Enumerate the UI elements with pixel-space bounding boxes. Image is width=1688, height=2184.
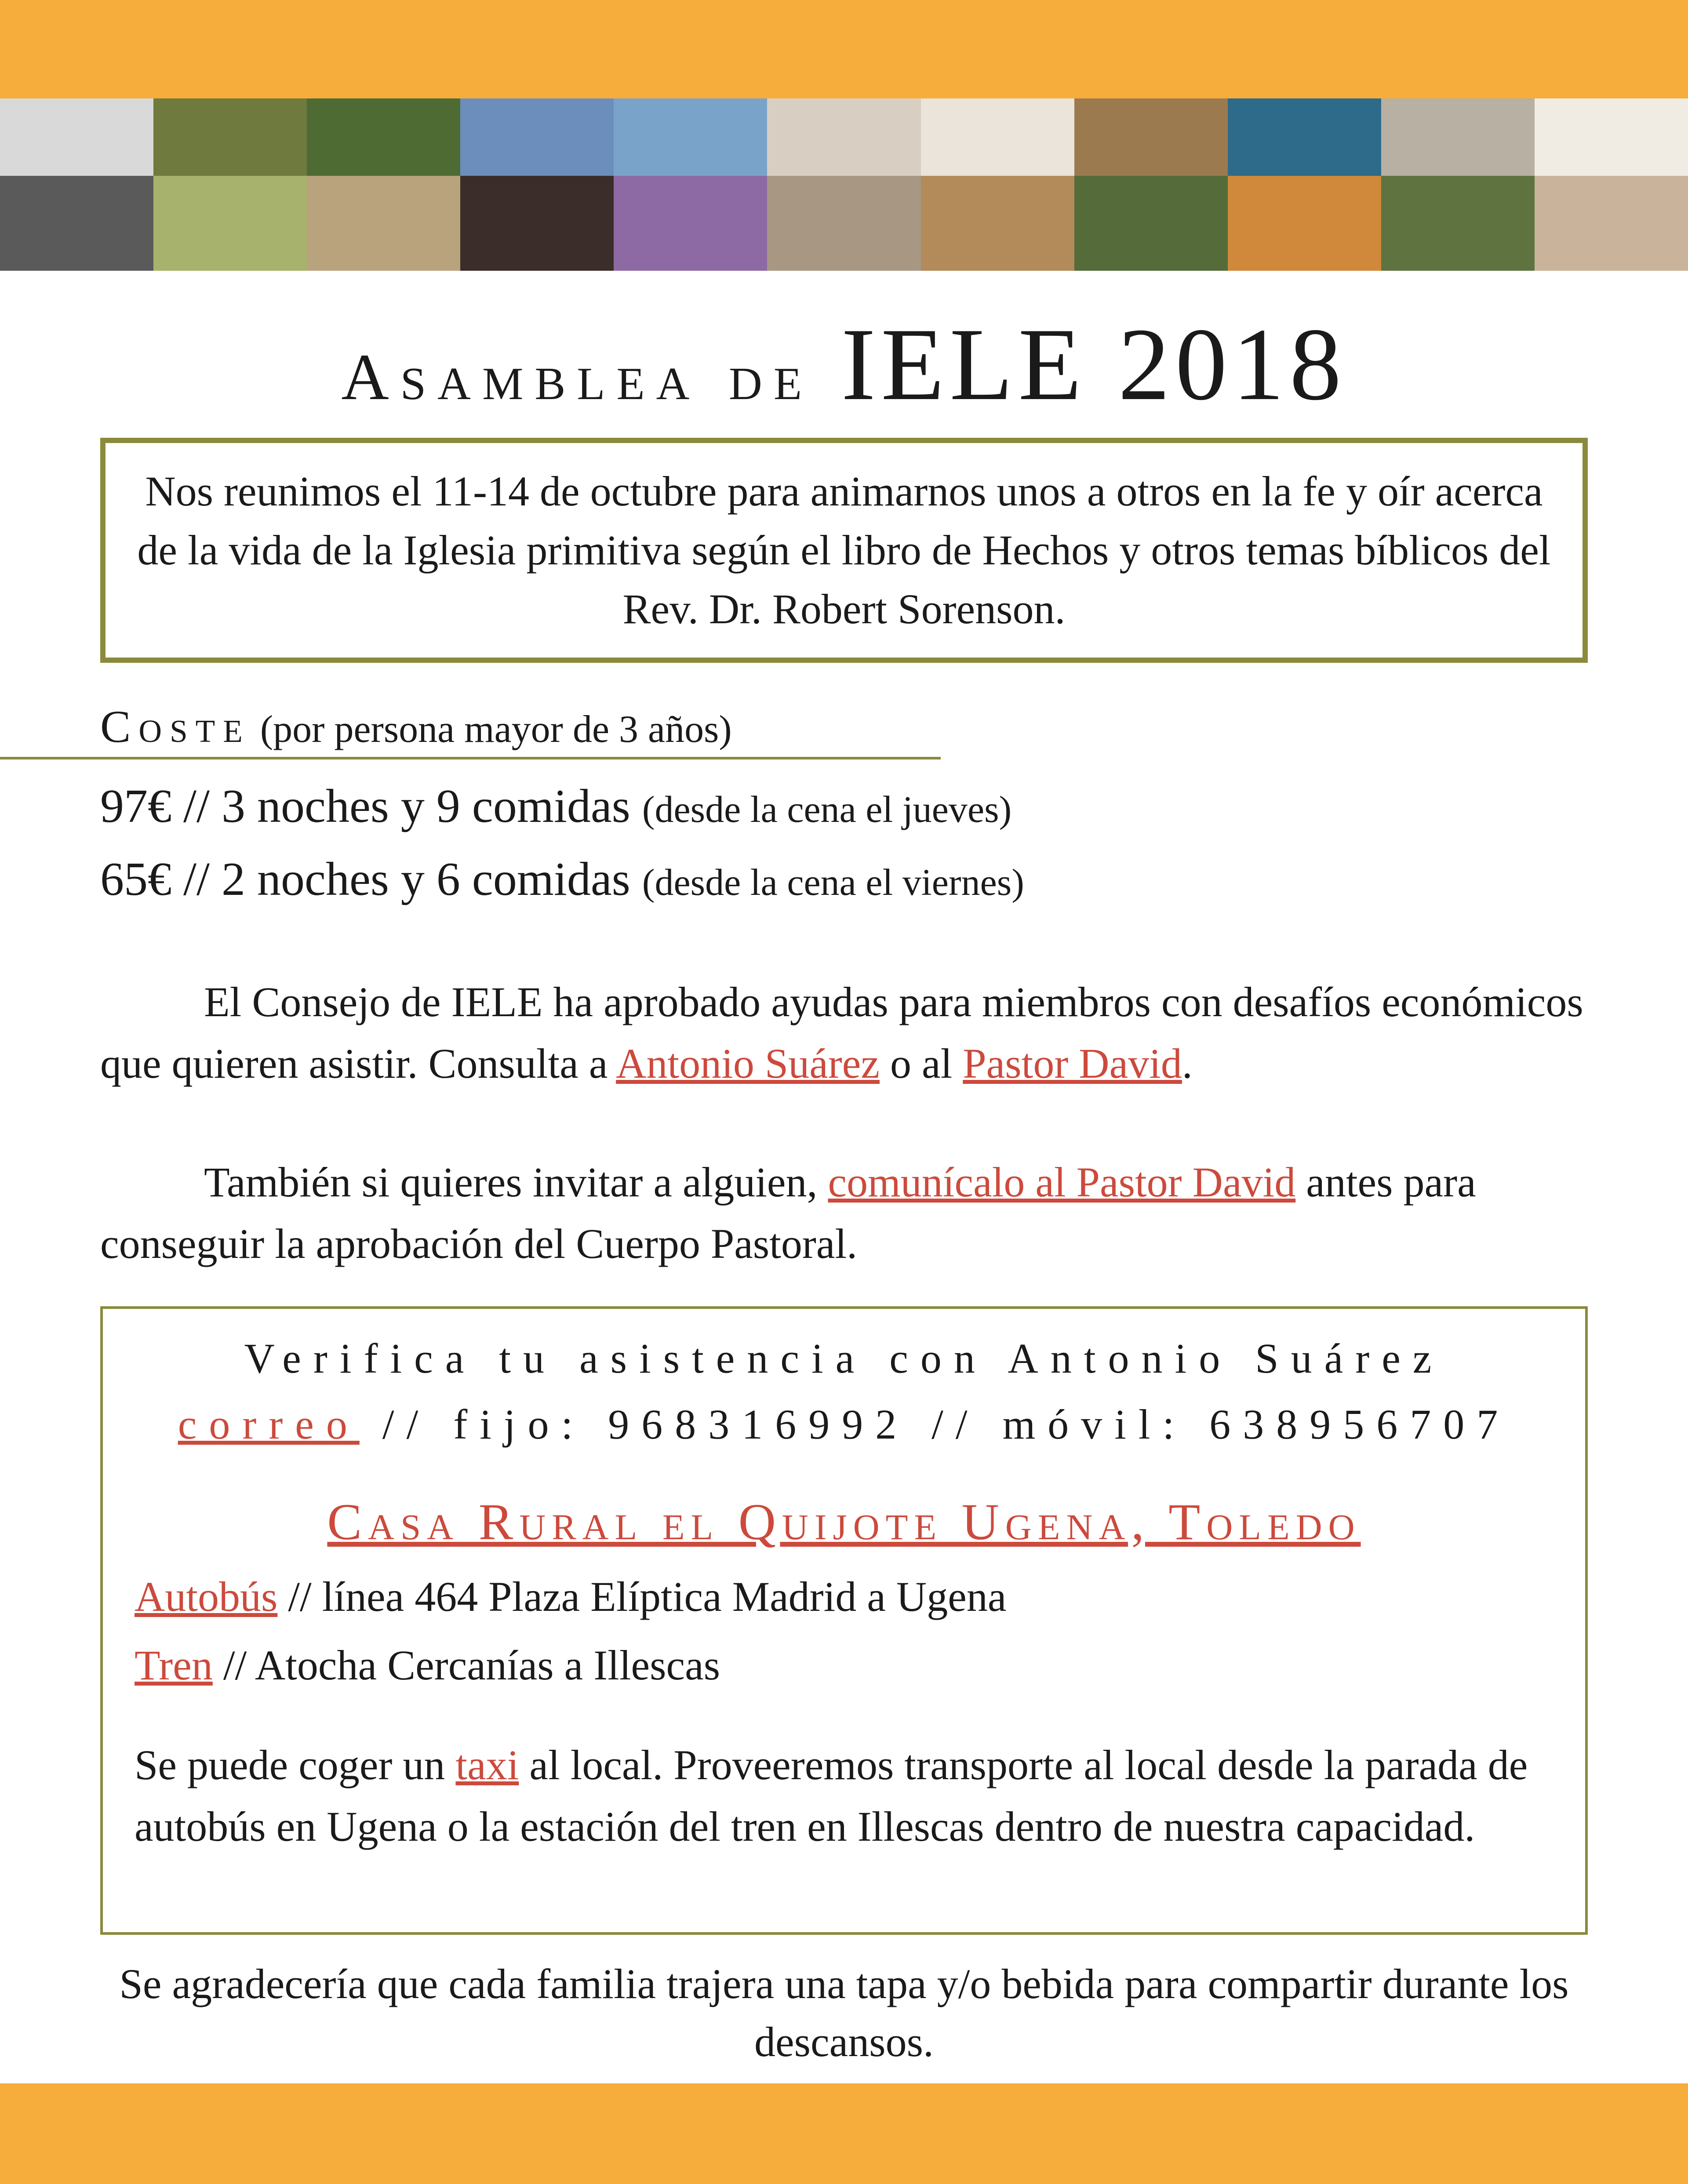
venue-name-link[interactable] [103, 1489, 1585, 1555]
balcony-window-photo [1535, 98, 1688, 271]
tile-mosaic-photo [1228, 98, 1381, 271]
photo-strip [0, 98, 1688, 271]
price-main: 97€ // 3 noches y 9 comidas [100, 780, 630, 832]
antonio-suarez-link[interactable]: Antonio Suárez [616, 1040, 880, 1087]
bottom-orange-band [0, 2083, 1688, 2184]
train-text: // Atocha Cercanías a Illescas [212, 1642, 720, 1689]
narrow-street-photo [767, 98, 920, 271]
bus-link[interactable]: Autobús [135, 1573, 278, 1620]
white-facade-photo [921, 98, 1074, 271]
taxi-text-end: al local. Proveeremos transporte al local desde la parada de autobús en Ugena o la estación del tren en Illescas dentro de nuestra capacidad. [135, 1741, 1528, 1850]
invite-text-end: antes para conseguir la aprobación del Cuerpo Pastoral. [100, 1159, 1476, 1267]
palm-trees-photo [614, 98, 767, 271]
rsvp-line: Verifica tu asistencia con Antonio Suárez [244, 1335, 1444, 1382]
title-main: IELE 2018 [841, 307, 1347, 422]
help-text-mid: o al [880, 1040, 963, 1087]
train-directions [135, 1637, 720, 1694]
train-link[interactable]: Tren [135, 1642, 213, 1689]
intro-box [100, 438, 1588, 663]
help-text: El Consejo de IELE ha aprobado ayudas para miembros con desafíos económicos que quieren asistir. Consulta a [100, 978, 1583, 1087]
help-text-end: . [1182, 1040, 1193, 1087]
invite-paragraph [100, 1152, 1588, 1275]
palace-arches-photo [1074, 98, 1228, 271]
email-link[interactable]: correo [178, 1401, 360, 1448]
financial-help-paragraph [100, 971, 1588, 1094]
page-title [0, 299, 1688, 443]
price-option-three-nights [100, 774, 1011, 842]
garden-fountain-photo [307, 98, 460, 271]
cost-qualifier: (por persona mayor de 3 años) [260, 708, 732, 751]
phone-numbers: // fijo: 968316992 // móvil: 638956707 [359, 1401, 1510, 1448]
closing-note: Se agradecería que cada familia trajera una tapa y/o bebida para compartir durante los descansos. [119, 1960, 1569, 2065]
cost-divider [0, 757, 941, 759]
cost-heading [100, 701, 732, 755]
price-note: (desde la cena el jueves) [642, 788, 1012, 830]
taxi-link[interactable]: taxi [455, 1741, 519, 1788]
venue-link[interactable]: Casa Rural el Quijote Ugena, Toledo [327, 1493, 1361, 1551]
taxi-text: Se puede coger un [135, 1741, 456, 1788]
title-prefix: Asamblea de [341, 341, 841, 414]
taxi-paragraph [135, 1734, 1559, 1857]
bus-directions [135, 1568, 1006, 1625]
bus-text: // línea 464 Plaza Elíptica Madrid a Ugena [277, 1573, 1007, 1620]
price-note: (desde la cena el viernes) [642, 861, 1024, 903]
cathedral-procession-photo [0, 98, 153, 271]
attendance-info-box [100, 1306, 1588, 1935]
rsvp-contact-line [103, 1396, 1585, 1453]
cost-label: Coste [100, 701, 251, 752]
top-orange-band [0, 0, 1688, 98]
cathedral-rooftop-photo [1381, 98, 1535, 271]
intro-text: Nos reunimos el 11-14 de octubre para animarnos unos a otros en la fe y oír acerca de la vida de la Iglesia primitiva según el libro de Hechos y otros temas bíblicos del Rev. Dr. Robert Sorenson. [137, 468, 1551, 632]
fair-horses-photo [460, 98, 614, 271]
pastor-david-link[interactable]: Pastor David [963, 1040, 1182, 1087]
orange-blossom-photo [153, 98, 307, 271]
price-main: 65€ // 2 noches y 6 comidas [100, 853, 630, 905]
contact-pastor-david-link[interactable]: comunícalo al Pastor David [828, 1159, 1296, 1206]
price-option-two-nights [100, 847, 1024, 915]
invite-text: También si quieres invitar a alguien, [204, 1159, 828, 1206]
